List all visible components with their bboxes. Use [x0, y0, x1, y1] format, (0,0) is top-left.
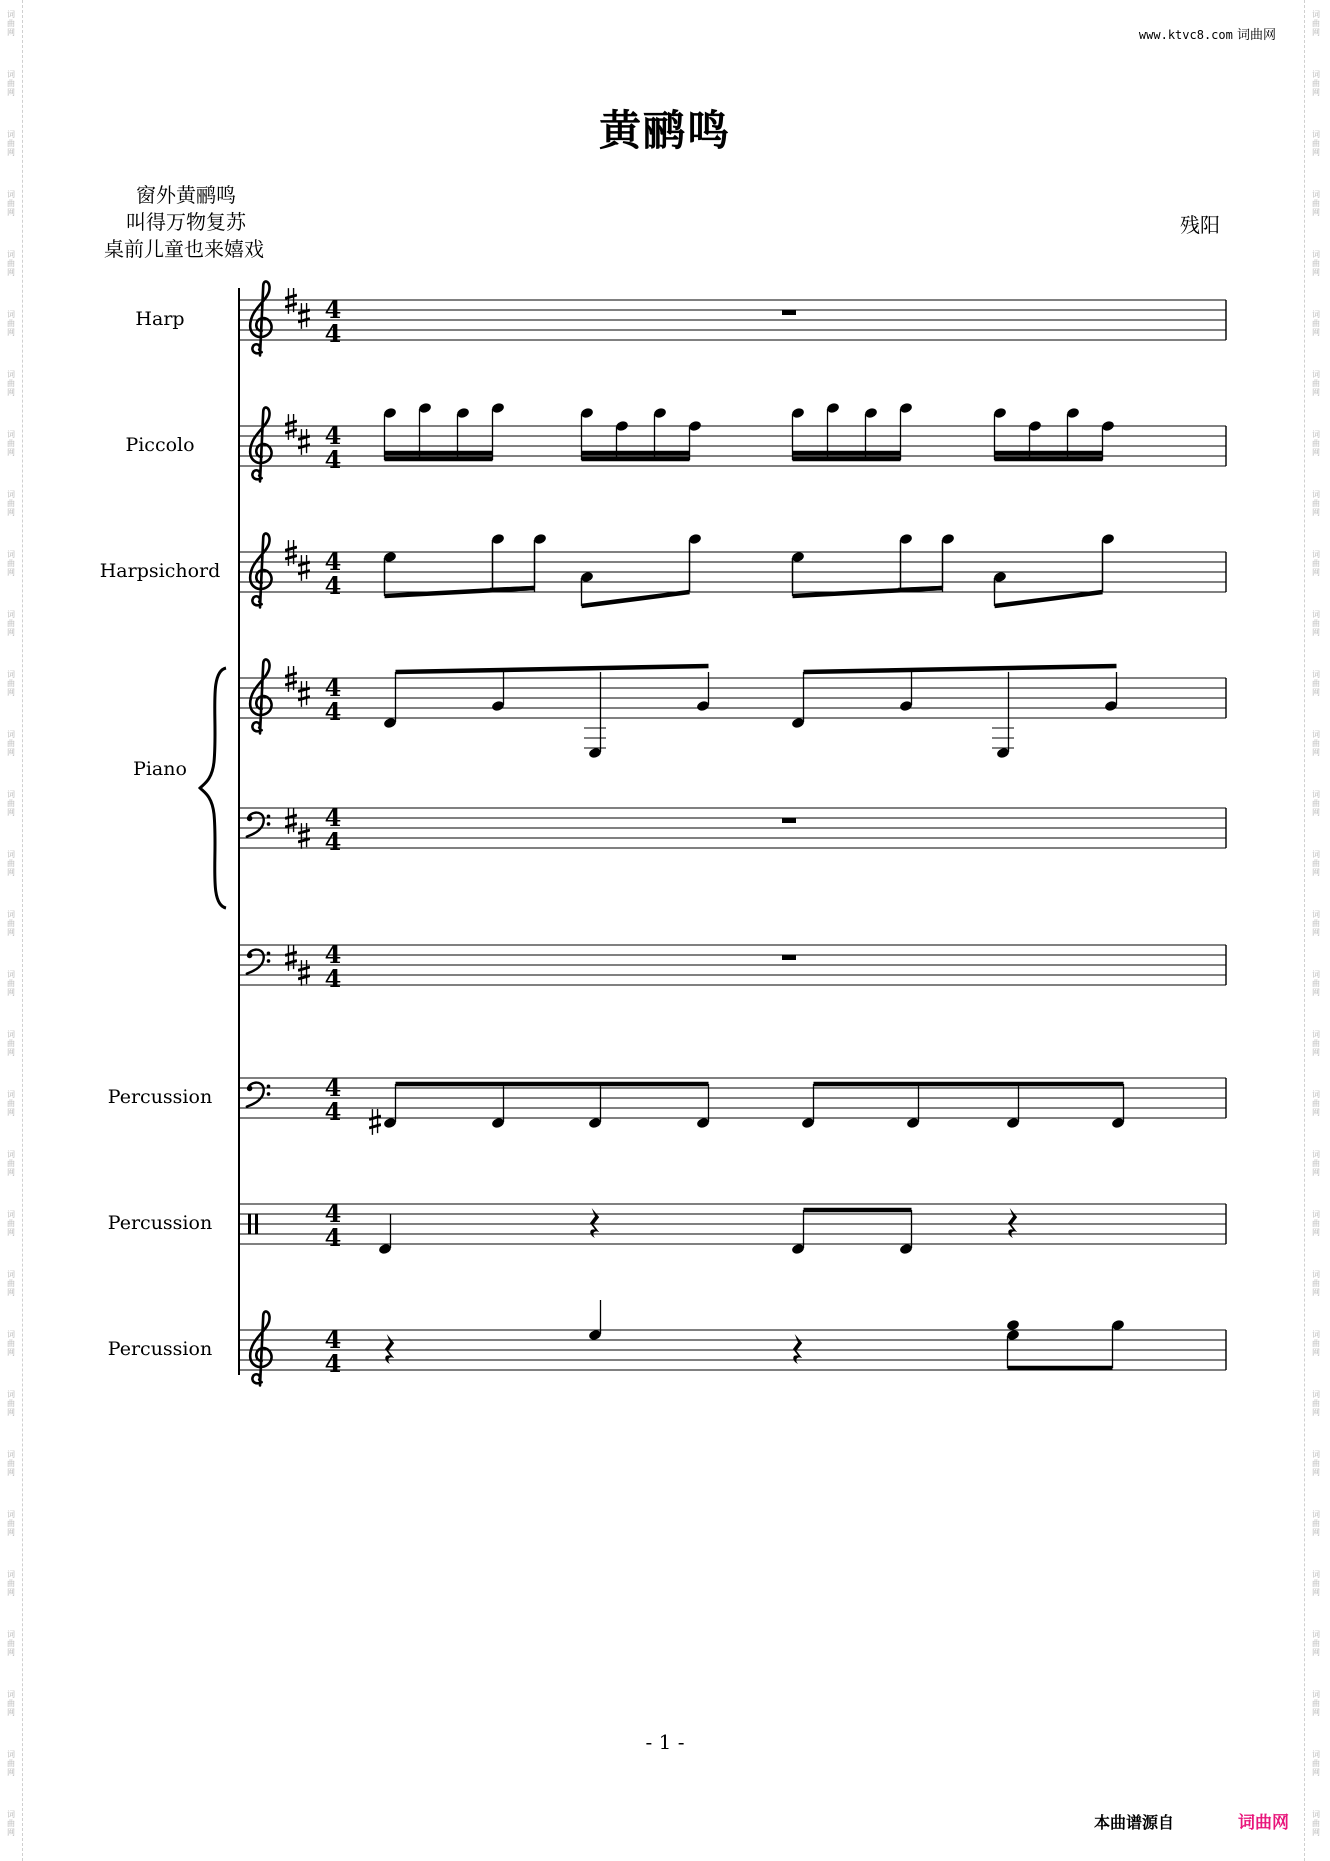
instrument-label-percussion-2: Percussion: [107, 1212, 213, 1234]
watermark-mark: 词 曲 网: [7, 430, 15, 457]
composer: 残阳: [1180, 213, 1220, 237]
watermark-mark: 词 曲 网: [1312, 790, 1320, 817]
staff-piano-treble: [239, 678, 1226, 718]
watermark-mark: 词 曲 网: [1312, 730, 1320, 757]
watermark-mark: 词 曲 网: [1312, 1330, 1320, 1357]
watermark-mark: 词 曲 网: [7, 1330, 15, 1357]
sharp-icon: [298, 958, 310, 985]
staff-harp: [239, 300, 1226, 340]
footer-brand: 词曲网: [1238, 1813, 1289, 1833]
watermark-mark: 词 曲 网: [7, 1510, 15, 1537]
sharp-icon: [285, 943, 297, 970]
beam: [898, 588, 943, 590]
treble-clef-icon: [250, 1312, 271, 1386]
watermark-mark: 词 曲 网: [7, 730, 15, 757]
watermark-mark: 词 曲 网: [7, 1690, 15, 1717]
watermark-mark: 词 曲 网: [7, 550, 15, 577]
watermark-mark: 词 曲 网: [1312, 670, 1320, 697]
watermark-mark: 词 曲 网: [7, 610, 15, 637]
treble-clef-icon: [250, 534, 271, 608]
watermark-mark: 词 曲 网: [7, 970, 15, 997]
watermark-mark: 词 曲 网: [1312, 490, 1320, 517]
site-domain: www.ktvc8.com: [1138, 28, 1233, 42]
watermark-mark: 词 曲 网: [1312, 310, 1320, 337]
watermark-mark: 词 曲 网: [1312, 1150, 1320, 1177]
watermark-mark: 词 曲 网: [7, 490, 15, 517]
lyric-line-1: 窗外黄鹂鸣: [136, 183, 236, 207]
time-signature-icon: [325, 295, 342, 348]
time-signature-icon: [325, 421, 342, 474]
treble-clef-icon: [250, 408, 271, 482]
lyric-line-3: 桌前儿童也来嬉戏: [104, 237, 264, 261]
watermark-mark: 词 曲 网: [1312, 10, 1320, 37]
watermark-mark: 词 曲 网: [7, 1390, 15, 1417]
watermark-mark: 词 曲 网: [7, 70, 15, 97]
watermark-mark: 词 曲 网: [1312, 1450, 1320, 1477]
watermark-mark: 词 曲 网: [1312, 1210, 1320, 1237]
watermark-mark: 词 曲 网: [7, 310, 15, 337]
watermark-mark: 词 曲 网: [7, 130, 15, 157]
song-title: 黄鹂鸣: [598, 106, 731, 155]
time-signature-icon: [325, 547, 342, 600]
staff-percussion-2: [239, 1204, 1226, 1244]
watermark-mark: 词 曲 网: [1312, 550, 1320, 577]
bass-clef-icon: [247, 1083, 271, 1107]
instrument-label-percussion-3: Percussion: [107, 1338, 213, 1360]
bass-clef-icon: [247, 950, 271, 974]
watermark-mark: 词 曲 网: [7, 850, 15, 877]
sharp-icon: [369, 1107, 381, 1134]
watermark-mark: 词 曲 网: [1312, 1810, 1320, 1837]
instrument-label-percussion-1: Percussion: [107, 1086, 213, 1108]
instrument-label-harpsichord: Harpsichord: [99, 560, 221, 582]
whole-rest-icon: [782, 310, 796, 315]
time-signature-icon: [325, 673, 342, 726]
watermark-mark: 词 曲 网: [1312, 1270, 1320, 1297]
watermark-mark: 词 曲 网: [7, 370, 15, 397]
watermark-mark: 词 曲 网: [1312, 1390, 1320, 1417]
treble-clef-icon: [250, 282, 271, 356]
watermark-mark: 词 曲 网: [7, 670, 15, 697]
sharp-icon: [298, 679, 310, 706]
watermark-mark: 词 曲 网: [1312, 430, 1320, 457]
watermark-mark: 词 曲 网: [7, 1630, 15, 1657]
watermark-mark: 词 曲 网: [1312, 370, 1320, 397]
watermark-mark: 词 曲 网: [7, 1210, 15, 1237]
watermark-mark: 词 曲 网: [7, 1810, 15, 1837]
watermark-mark: 词 曲 网: [1312, 1030, 1320, 1057]
percussion-note: [1006, 1319, 1020, 1331]
beam: [396, 666, 709, 672]
watermark-mark: 词 曲 网: [1312, 250, 1320, 277]
page-number: - 1 -: [645, 1730, 685, 1754]
time-signature-icon: [325, 1325, 342, 1378]
watermark-mark: 词 曲 网: [7, 10, 15, 37]
beam: [582, 592, 690, 606]
staff-bass: [239, 945, 1226, 985]
time-signature-icon: [325, 1073, 342, 1126]
beam: [995, 592, 1103, 606]
watermark-mark: 词 曲 网: [1312, 910, 1320, 937]
watermark-mark: 词 曲 网: [7, 1030, 15, 1057]
watermark-mark: 词 曲 网: [1312, 1690, 1320, 1717]
treble-clef-icon: [250, 660, 271, 734]
watermark-mark: 词 曲 网: [1312, 970, 1320, 997]
time-signature-icon: [325, 1199, 342, 1252]
watermark-mark: 词 曲 网: [7, 1450, 15, 1477]
lyric-line-2: 叫得万物复苏: [126, 210, 246, 234]
site-name: 词曲网: [1236, 28, 1276, 43]
staff-piano-bass: [239, 808, 1226, 848]
watermark-mark: 词 曲 网: [7, 250, 15, 277]
watermark-mark: 词 曲 网: [1312, 190, 1320, 217]
sharp-icon: [298, 427, 310, 454]
beam: [490, 588, 535, 590]
watermark-mark: 词 曲 网: [7, 790, 15, 817]
sharp-icon: [298, 553, 310, 580]
instrument-label-piano: Piano: [133, 758, 187, 780]
watermark-mark: 词 曲 网: [1312, 1090, 1320, 1117]
watermark-mark: 词 曲 网: [1312, 70, 1320, 97]
watermark-mark: 词 曲 网: [7, 1090, 15, 1117]
watermark-mark: 词 曲 网: [7, 1750, 15, 1777]
watermark-mark: 词 曲 网: [7, 1150, 15, 1177]
watermark-mark: 词 曲 网: [1312, 850, 1320, 877]
sharp-icon: [298, 821, 310, 848]
watermark-mark: 词 曲 网: [7, 190, 15, 217]
footer-source-label: 本曲谱源自: [1094, 1813, 1175, 1832]
watermark-mark: 词 曲 网: [1312, 1570, 1320, 1597]
beam: [804, 666, 1117, 672]
watermark-mark: 词 曲 网: [1312, 1630, 1320, 1657]
sharp-icon: [285, 806, 297, 833]
whole-rest-icon: [782, 818, 796, 823]
watermark-mark: 词 曲 网: [1312, 130, 1320, 157]
time-signature-icon: [325, 940, 342, 993]
sharp-icon: [298, 301, 310, 328]
percussion-clef-icon: [248, 1214, 251, 1234]
instrument-label-piccolo: Piccolo: [125, 434, 195, 456]
watermark-mark: 词 曲 网: [7, 1570, 15, 1597]
instrument-label-harp: Harp: [135, 308, 185, 330]
watermark-mark: 词 曲 网: [1312, 1510, 1320, 1537]
whole-rest-icon: [782, 955, 796, 960]
watermark-mark: 词 曲 网: [7, 910, 15, 937]
watermark-mark: 词 曲 网: [1312, 1750, 1320, 1777]
time-signature-icon: [325, 803, 342, 856]
watermark-mark: 词 曲 网: [7, 1270, 15, 1297]
bass-clef-icon: [247, 813, 271, 837]
watermark-mark: 词 曲 网: [1312, 610, 1320, 637]
percussion-clef-icon: [255, 1214, 258, 1234]
